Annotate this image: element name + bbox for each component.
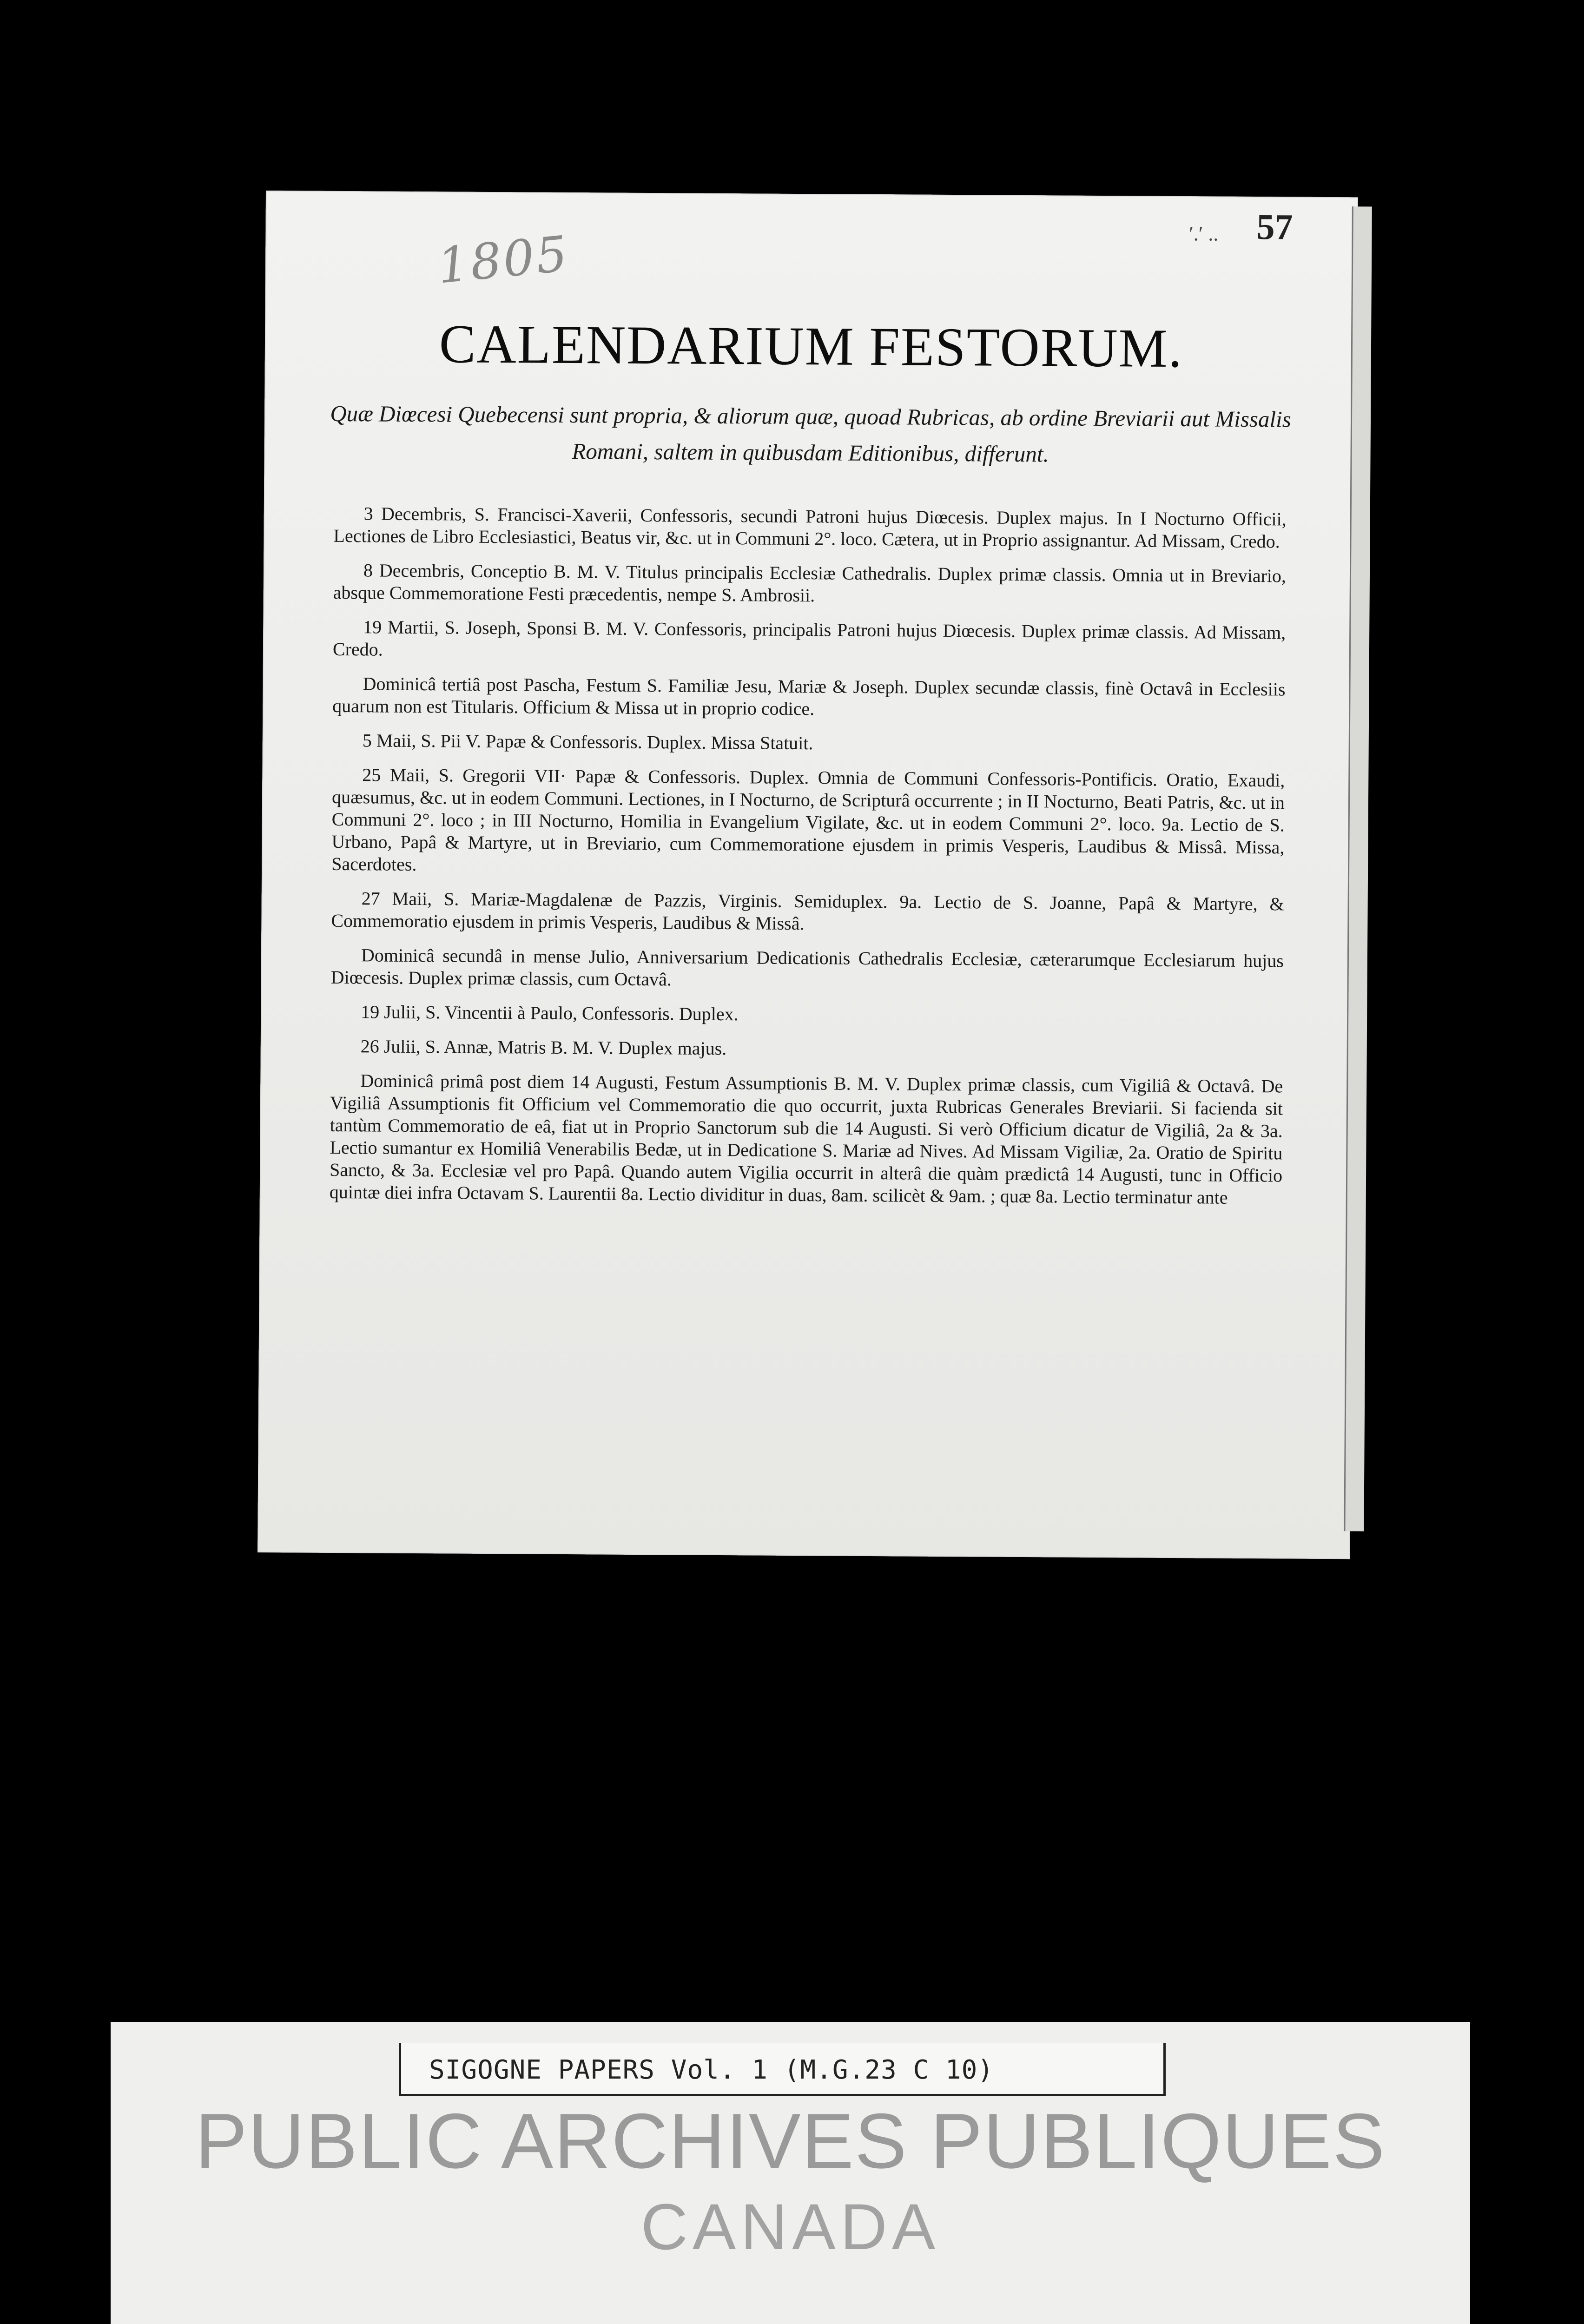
handwritten-year: 1805: [435, 225, 572, 295]
document-page: [257, 191, 1358, 1559]
calendar-entry: Dominicâ secundâ in mense Julio, Anniversarium Dedicationis Cathedralis Ecclesiæ, cæterarumque Ecclesiarum hujus Diœcesis. Duplex primæ classis, cum Octavâ.: [330, 944, 1284, 990]
reference-text: SIGOGNE PAPERS Vol. 1 (M.G.23 C 10): [429, 2055, 994, 2085]
stamp-mark: ʹ.ʹ ..: [1189, 222, 1219, 245]
calendar-entry: 19 Martii, S. Joseph, Sponsi B. M. V. Confessoris, principalis Patroni hujus Diœcesis. Duplex primæ classis. Ad Missam, Credo.: [332, 616, 1286, 660]
calendar-entries: [330, 502, 1287, 1221]
calendar-entry: Dominicâ tertiâ post Pascha, Festum S. Familiæ Jesu, Mariæ & Joseph. Duplex secundæ classis, finè Octavâ in Ecclesiis quarum non est Titularis. Officium & Missa ut in proprio codice.: [332, 673, 1286, 720]
document-subtitle: Quæ Diœcesi Quebecensi sunt propria, & aliorum quæ, quoad Rubricas, ab ordine Breviarii aut Missalis Romani, saltem in quibusdam Editionibus, differunt.: [330, 400, 1291, 467]
calendar-entry: 19 Julii, S. Vincentii à Paulo, Confessoris. Duplex.: [361, 1001, 739, 1025]
page-edge: [1344, 206, 1372, 1531]
calendar-entry: 8 Decembris, Conceptio B. M. V. Titulus principalis Ecclesiæ Cathedralis. Duplex primæ classis. Omnia ut in Breviario, absque Commemoratione Festi præcedentis, nempe S. Ambrosii.: [333, 560, 1287, 606]
calendar-entry: Dominicâ primâ post diem 14 Augusti, Festum Assumptionis B. M. V. Duplex primæ classis, cum Vigiliâ & Octavâ. De Vigiliâ Assumptionis fit Officium vel Commemoratio die quo occurrit, juxta Rubricas Generales Breviarii. Si facienda sit tantùm Commemoratio de eâ, fiat ut in Proprio Sanctorum sub die 14 Augusti. Si verò Officium dicatur de Vigiliâ, 2a & 3a. Lectio sumantur ex Homiliâ Venerabilis Bedæ, ut in Dedicatione S. Mariæ ad Nives. Ad Missam Vigiliæ, 2a. Oratio de Spiritu Sancto, & 3a. Ecclesiæ vel pro Papâ. Quando autem Vigilia occurrit in alterâ die quàm prædictâ 14 Augusti, tunc in Officio quintæ diei infra Octavam S. Laurentii 8a. Lectio dividitur in duas, 8am. scilicèt & 9am. ; quæ 8a. Lectio terminatur ante: [329, 1070, 1283, 1208]
document-title: CALENDARIUM FESTORUM.: [439, 313, 1183, 379]
calendar-entry: 5 Maii, S. Pii V. Papæ & Confessoris. Duplex. Missa Statuit.: [362, 730, 813, 754]
page-number: 57: [1256, 206, 1293, 247]
archive-label-strip: [111, 2022, 1470, 2324]
calendar-entry: 25 Maii, S. Gregorii VII· Papæ & Confessoris. Duplex. Omnia de Communi Confessoris-Pontificis. Oratio, Exaudi, quæsumus, &c. ut in eodem Communi. Lectiones, in I Nocturno, de Scripturâ occurrente ; in II Nocturno, Beati Patris, &c. ut in Communi 2°. loco ; in III Nocturno, Homilia in Evangelium Vigilate, &c. ut in eodem Communi 2°. loco. 9a. Lectio de S. Urbano, Papâ & Martyre, ut in Breviario, cum Commemoratione ejusdem in primis Vesperis, Laudibus & Missâ. Missa, Sacerdotes.: [331, 764, 1285, 875]
archive-country: CANADA: [640, 2190, 940, 2263]
reference-label: [399, 2043, 1166, 2096]
calendar-entry: 3 Decembris, S. Francisci-Xaverii, Confessoris, secundi Patroni hujus Diœcesis. Duplex majus. In I Nocturno Officii, Lectiones de Libro Ecclesiastici, Beatus vir, &c. ut in Communi 2°. loco. Cætera, ut in Proprio assignantur. Ad Missam, Credo.: [333, 503, 1287, 552]
archive-name: PUBLIC ARCHIVES PUBLIQUES: [195, 2097, 1386, 2185]
calendar-entry: 26 Julii, S. Annæ, Matris B. M. V. Duplex majus.: [360, 1036, 727, 1059]
calendar-entry: 27 Maii, S. Mariæ-Magdalenæ de Pazzis, Virginis. Semiduplex. 9a. Lectio de S. Joanne, Papâ & Martyre, & Commemoratio ejusdem in primis Vesperis, Laudibus & Missâ.: [331, 888, 1284, 934]
